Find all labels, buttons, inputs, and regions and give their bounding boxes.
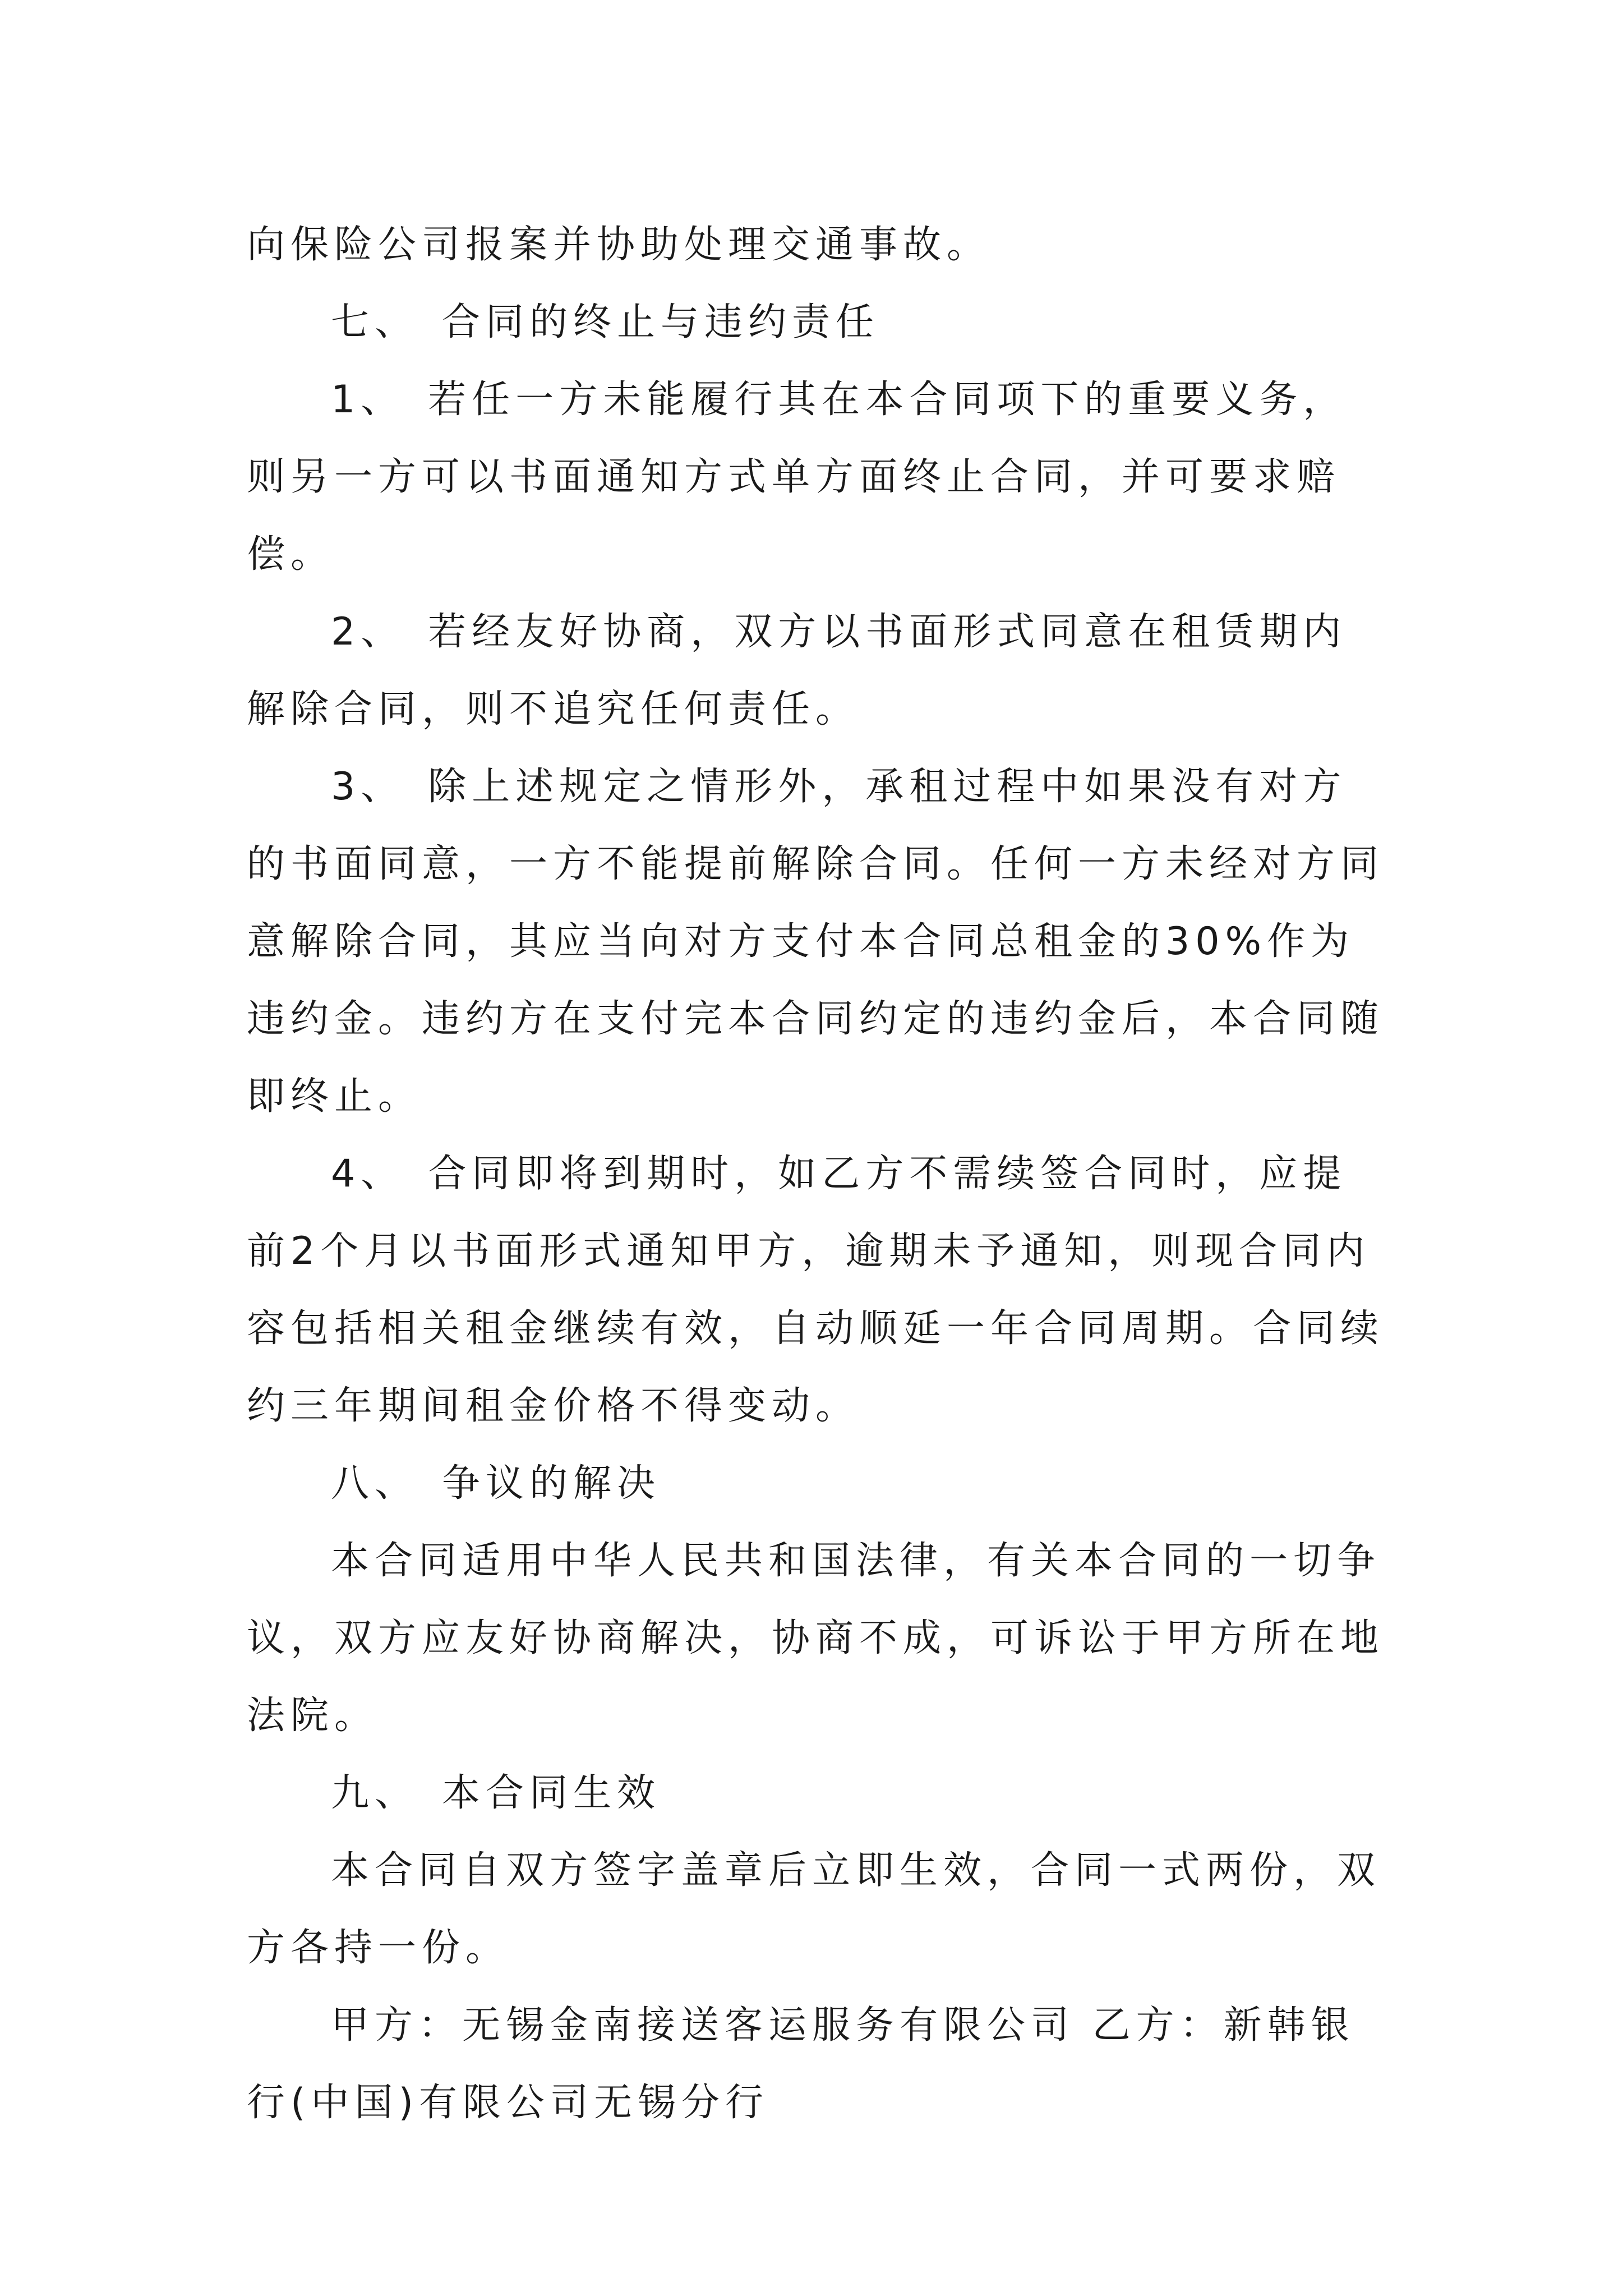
clause-3 xyxy=(247,748,1385,1135)
parties-line xyxy=(247,1987,1385,2142)
section-heading-termination xyxy=(247,284,1385,361)
paragraph-governing-law xyxy=(247,1522,1385,1755)
section-title: 本合同生效 xyxy=(442,1771,661,1815)
clause-2 xyxy=(247,593,1385,748)
clause-text: 除上述规定之情形外，承租过程中如果没有对方的书面同意，一方不能提前解除合同。任何一方未经对方同意解除合同，其应当向对方支付本合同总租金的30%作为违约金。违约方在支付完本合同约定的违约金后，本合同随即终止。 xyxy=(247,765,1385,1119)
clause-text: 合同即将到期时，如乙方不需续签合同时，应提前2个月以书面形式通知甲方，逾期未予通知，则现合同内容包括相关租金继续有效，自动顺延一年合同周期。合同续约三年期间租金价格不得变动。 xyxy=(247,1152,1385,1428)
section-number: 七、 xyxy=(331,300,419,344)
clause-number: 3、 xyxy=(331,765,405,809)
clause-text: 若任一方未能履行其在本合同项下的重要义务，则另一方可以书面通知方式单方面终止合同，并可要求赔偿。 xyxy=(247,378,1347,577)
paragraph-effectiveness xyxy=(247,1832,1385,1987)
clause-number: 1、 xyxy=(331,378,405,422)
clause-number: 4、 xyxy=(331,1152,405,1196)
paragraph-text: 本合同适用中华人民共和国法律，有关本合同的一切争议，双方应友好协商解决，协商不成，可诉讼于甲方所在地法院。 xyxy=(247,1539,1385,1738)
paragraph-text: 本合同自双方签字盖章后立即生效，合同一式两份，双方各持一份。 xyxy=(247,1848,1381,1970)
section-heading-dispute xyxy=(247,1445,1385,1522)
section-heading-effect xyxy=(247,1755,1385,1832)
paragraph-text: 向保险公司报案并协助处理交通事故。 xyxy=(247,223,991,267)
clause-1 xyxy=(247,361,1385,593)
section-number: 八、 xyxy=(331,1461,419,1506)
section-title: 合同的终止与违约责任 xyxy=(442,300,880,344)
clause-text: 若经友好协商，双方以书面形式同意在租赁期内解除合同，则不追究任何责任。 xyxy=(247,610,1347,731)
clause-number: 2、 xyxy=(331,610,405,654)
section-title: 争议的解决 xyxy=(442,1461,661,1506)
paragraph-accident-report xyxy=(247,206,1385,284)
document-body xyxy=(247,206,1385,2142)
parties-text: 甲方：无锡金南接送客运服务有限公司 乙方：新韩银行(中国)有限公司无锡分行 xyxy=(247,2003,1355,2125)
section-number: 九、 xyxy=(331,1771,419,1815)
clause-4 xyxy=(247,1135,1385,1445)
